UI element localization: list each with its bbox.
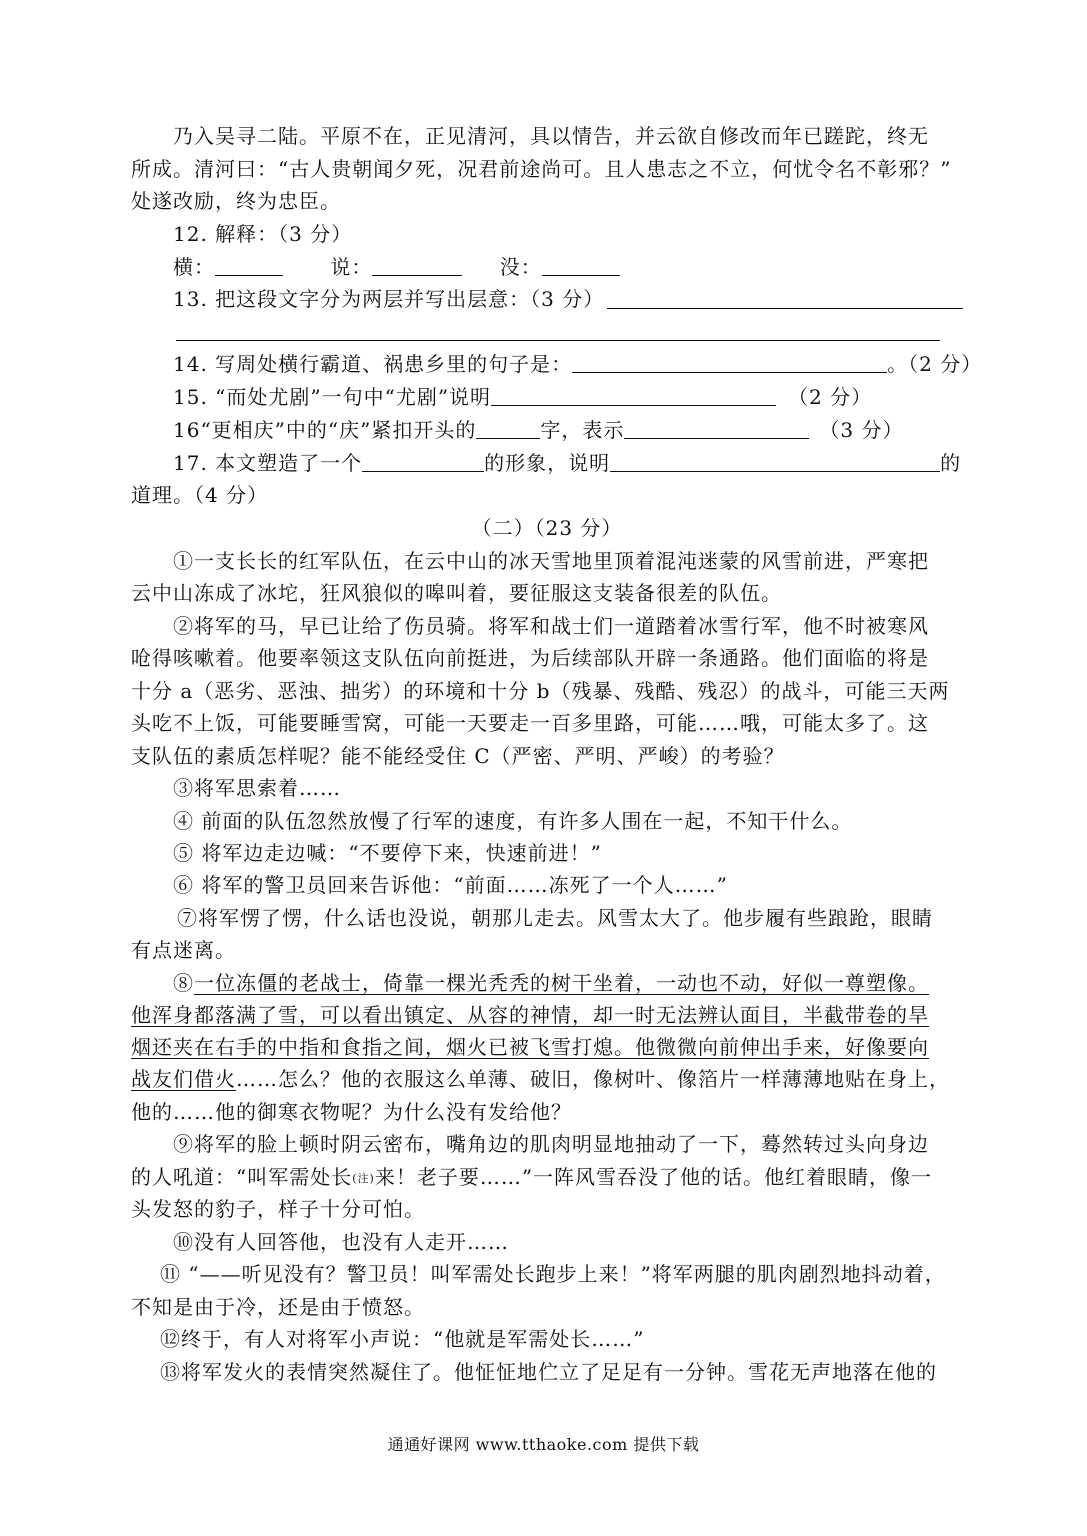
answer-line-13b[interactable] — [176, 340, 940, 341]
answer-blank-16b[interactable] — [624, 418, 809, 439]
para-4: ④ 前面的队伍忽然放慢了行军的速度，有许多人围在一起，不知干什么。 — [173, 809, 853, 833]
q16-mid: 字，表示 — [540, 418, 625, 442]
para-9-line-1: ⑨将军的脸上顿时阴云密布，嘴角边的肌肉明显地抽动了一下，蓦然转过头向身边 — [173, 1132, 929, 1156]
para-8-line-2 — [131, 1000, 963, 1030]
answer-blank-17b[interactable] — [610, 451, 940, 472]
para-11-line-2: 不知是由于冷，还是由于愤怒。 — [131, 1295, 425, 1319]
para-2-line-2: 呛得咳嗽着。他要率领这支队伍向前挺进，为后续部队开辟一条通路。他们面临的将是 — [131, 646, 929, 670]
page-footer: 通通好课网 www.tthaoke.com 提供下载 — [387, 1435, 700, 1454]
para-8-line-5: 他的……他的御寒衣物呢？为什么没有发给他？ — [131, 1100, 572, 1124]
para-13: ⑬将军发火的表情突然凝住了。他怔怔地伫立了足足有一分钟。雪花无声地落在他的 — [160, 1360, 937, 1384]
answer-blank-mo[interactable] — [542, 255, 620, 276]
q12-term-heng: 横： — [173, 255, 215, 279]
para-6: ⑥ 将军的警卫员回来告诉他：“前面……冻死了一个人……” — [173, 873, 728, 897]
para-9-line-3: 头发怒的豹子，样子十分可怕。 — [131, 1197, 425, 1221]
underlined-sentence-4: 战友们借火 — [131, 1067, 236, 1091]
question-16 — [173, 415, 963, 445]
answer-blank-17a[interactable] — [362, 451, 484, 472]
para-11-line-1: ⑪ “——听见没有？警卫员！叫军需处长跑步上来！”将军两腿的肌肉剧烈地抖动着， — [160, 1262, 946, 1286]
para-2-line-4: 头吃不上饭，可能要睡雪窝，可能一天要走一百多里路，可能……哦，可能太多了。这 — [131, 711, 929, 735]
q15-score: （2 分） — [788, 385, 873, 409]
section-title: （二）（23 分） — [471, 516, 623, 540]
para-2-line-3: 十分 a（恶劣、恶浊、拙劣）的环境和十分 b（残暴、残酷、残忍）的战斗，可能三天两 — [131, 679, 950, 703]
question-14 — [173, 349, 983, 379]
para-5: ⑤ 将军边走边喊：“不要停下来，快速前进！” — [173, 841, 602, 865]
para-7-line-1: ⑦将军愣了愣，什么话也没说，朝那儿走去。风雪太大了。他步履有些踉跄，眼睛 — [177, 906, 933, 930]
para-9-line-2-b: 来！老子要……”一阵风雪吞没了他的话。他红着眼睛，像一 — [374, 1165, 933, 1189]
q14-text: 14. 写周处横行霸道、祸患乡里的句子是： — [173, 352, 573, 376]
para-2-line-5: 支队伍的素质怎样呢？能不能经受住 C（严密、严明、严峻）的考验？ — [131, 744, 785, 768]
underlined-sentence-3: 烟还夹在右手的中指和食指之间，烟火已被飞雪打熄。他微微向前伸出手来，好像要向 — [131, 1035, 929, 1059]
para-9-line-2-a: 的人吼道：“叫军需处长 — [131, 1165, 353, 1189]
question-12-blanks — [173, 252, 963, 282]
q15-text: 15. “而处尤剧”一句中“尤剧”说明 — [173, 385, 492, 409]
question-12: 12. 解释：（3 分） — [173, 222, 353, 246]
para-12: ⑫终于，有人对将军小声说：“他就是军需处长……” — [160, 1327, 645, 1351]
underlined-sentence-2: 他浑身都落满了雪，可以看出镇定、从容的神情，却一时无法辨认面目，半截带卷的旱 — [131, 1003, 929, 1027]
underlined-sentence-1: 一位冻僵的老战士，倚靠一棵光秃秃的树干坐着，一动也不动，好似一尊塑像。 — [194, 971, 929, 995]
intro-line-1: 乃入吴寻二陆。平原不在，正见清河，具以情告，并云欲自修改而年已蹉跎，终无 — [173, 124, 929, 148]
para-1-line-1: ①一支长长的红军队伍，在云中山的冰天雪地里顶着混沌迷蒙的风雪前进，严寒把 — [173, 549, 929, 573]
para-8-line-4-rest: ……怎么？他的衣服这么单薄、破旧，像树叶、像箔片一样薄薄地贴在身上， — [236, 1067, 950, 1091]
question-13: 13. 把这段文字分为两层并写出层意：（3 分） — [173, 287, 605, 311]
q16-text: 16“更相庆”中的“庆”紧扣开头的 — [173, 418, 477, 442]
question-15 — [173, 382, 963, 412]
answer-blank-shuo[interactable] — [372, 255, 462, 276]
para-8-number: ⑧ — [173, 971, 194, 995]
q16-score: （3 分） — [819, 418, 904, 442]
para-3: ③将军思索着…… — [173, 776, 341, 800]
question-17-line-2: 道理。（4 分） — [131, 483, 269, 507]
para-9-line-2 — [131, 1162, 963, 1192]
answer-blank-15[interactable] — [491, 385, 776, 406]
question-17 — [173, 448, 963, 478]
footnote-marker: (注) — [352, 1172, 375, 1185]
para-7-line-2: 有点迷离。 — [131, 938, 236, 962]
para-10: ⑩没有人回答他，也没有人走开…… — [173, 1230, 509, 1254]
q17-mid: 的形象，说明 — [484, 451, 611, 475]
answer-blank-heng[interactable] — [215, 255, 283, 276]
intro-line-2: 所成。清河曰：“古人贵朝闻夕死，况君前途尚可。且人患志之不立，何忧令名不彰邪？” — [131, 157, 952, 181]
q14-score: 。（2 分） — [887, 352, 983, 376]
q12-term-mo: 没： — [499, 255, 542, 279]
para-8-line-4 — [131, 1064, 963, 1094]
answer-line-13a[interactable] — [607, 308, 963, 309]
q12-term-shuo: 说： — [330, 255, 373, 279]
q17-text: 17. 本文塑造了一个 — [173, 451, 363, 475]
answer-blank-14[interactable] — [572, 352, 887, 373]
intro-line-3: 处遂改励，终为忠臣。 — [131, 189, 341, 213]
para-8-line-3 — [131, 1032, 963, 1062]
para-2-line-1: ②将军的马，早已让给了伤员骑。将军和战士们一道踏着冰雪行军，他不时被寒风 — [173, 614, 929, 638]
q17-end: 的 — [940, 451, 962, 475]
para-1-line-2: 云中山冻成了冰坨，狂风狼似的嗥叫着，要征服这支装备很差的队伍。 — [131, 581, 782, 605]
answer-blank-16a[interactable] — [476, 418, 540, 439]
para-8-line-1 — [173, 968, 963, 998]
